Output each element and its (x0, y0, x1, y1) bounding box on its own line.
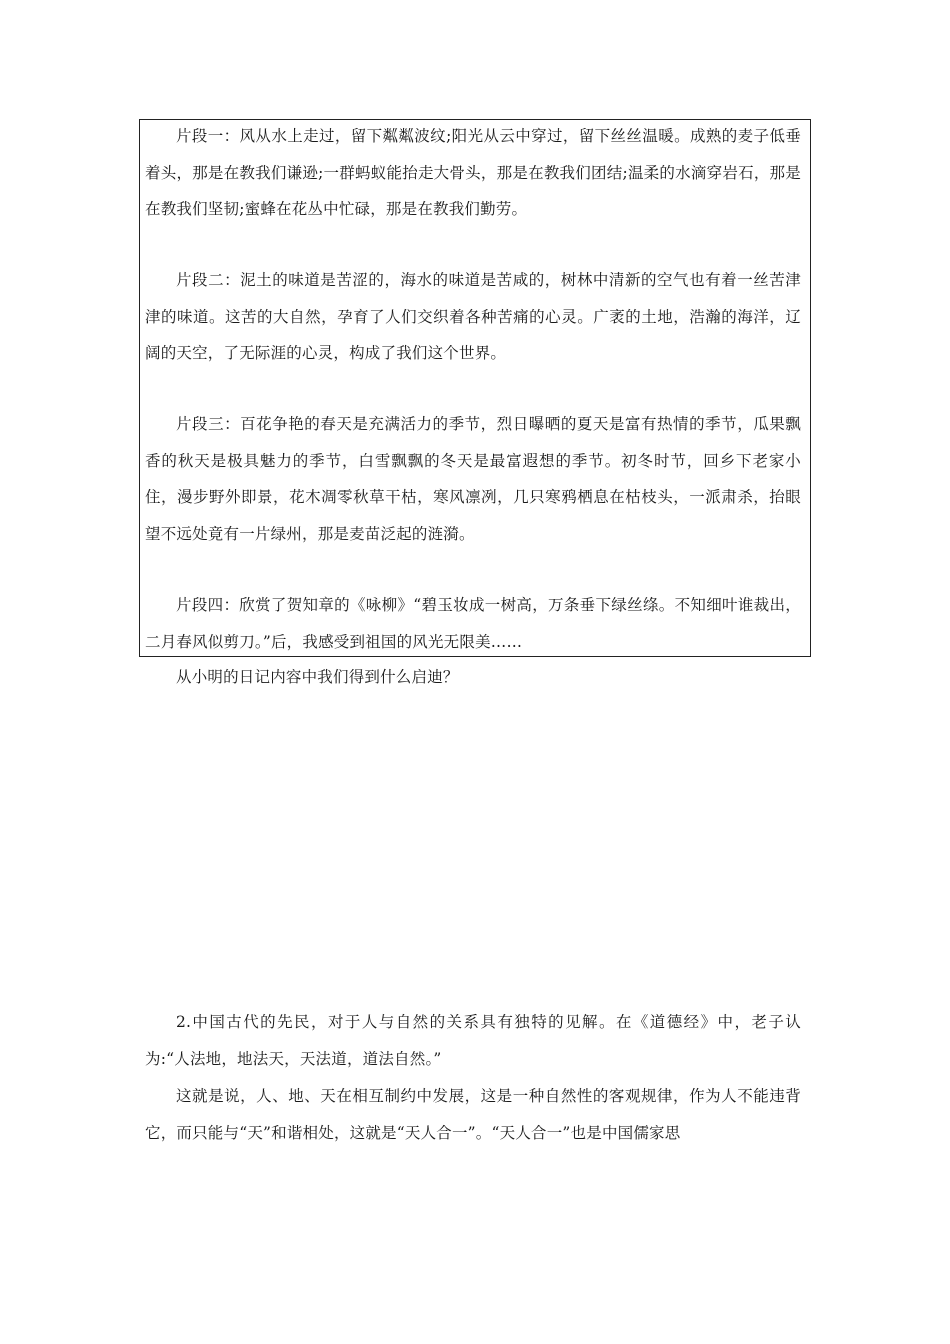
question-2-intro: 2.中国古代的先民，对于人与自然的关系具有独特的见解。在《道德经》中，老子认为:“人法地，地法天，天法道，道法自然。” (145, 1013, 801, 1068)
excerpt-paragraph-2: 片段二：泥土的味道是苦涩的，海水的味道是苦咸的，树林中清新的空气也有着一丝苦津津的味道。这苦的大自然，孕育了人们交织着各种苦痛的心灵。广袤的土地，浩瀚的海洋，辽阔的天空，了无际涯的心灵，构成了我们这个世界。 (145, 271, 801, 362)
question-2-explanation: 这就是说，人、地、天在相互制约中发展，这是一种自然性的客观规律，作为人不能违背它，而只能与“天”和谐相处，这就是“天人合一”。“天人合一”也是中国儒家思 (145, 1087, 801, 1142)
excerpt-paragraph-4: 片段四：欣赏了贺知章的《咏柳》“碧玉妆成一树高，万条垂下绿丝绦。不知细叶谁裁出，二月春风似剪刀。”后，我感受到祖国的风光无限美…… (145, 596, 801, 651)
excerpt-paragraph-1: 片段一：风从水上走过，留下粼粼波纹;阳光从云中穿过，留下丝丝温暖。成熟的麦子低垂着头，那是在教我们谦逊;一群蚂蚁能抬走大骨头，那是在教我们团结;温柔的水滴穿岩石，那是在教我们坚韧;蜜蜂在花丛中忙碌，那是在教我们勤劳。 (145, 127, 801, 218)
excerpt-paragraph-3: 片段三：百花争艳的春天是充满活力的季节，烈日曝晒的夏天是富有热情的季节，瓜果飘香的秋天是极具魅力的季节，白雪飘飘的冬天是最富遐想的季节。初冬时节，回乡下老家小住，漫步野外即景，花木凋零秋草干枯，寒风凛冽，几只寒鸦栖息在枯枝头，一派肃杀，抬眼望不远处竟有一片绿州，那是麦苗泛起的涟漪。 (145, 415, 801, 543)
question-prompt: 从小明的日记内容中我们得到什么启迪？ (176, 668, 459, 686)
